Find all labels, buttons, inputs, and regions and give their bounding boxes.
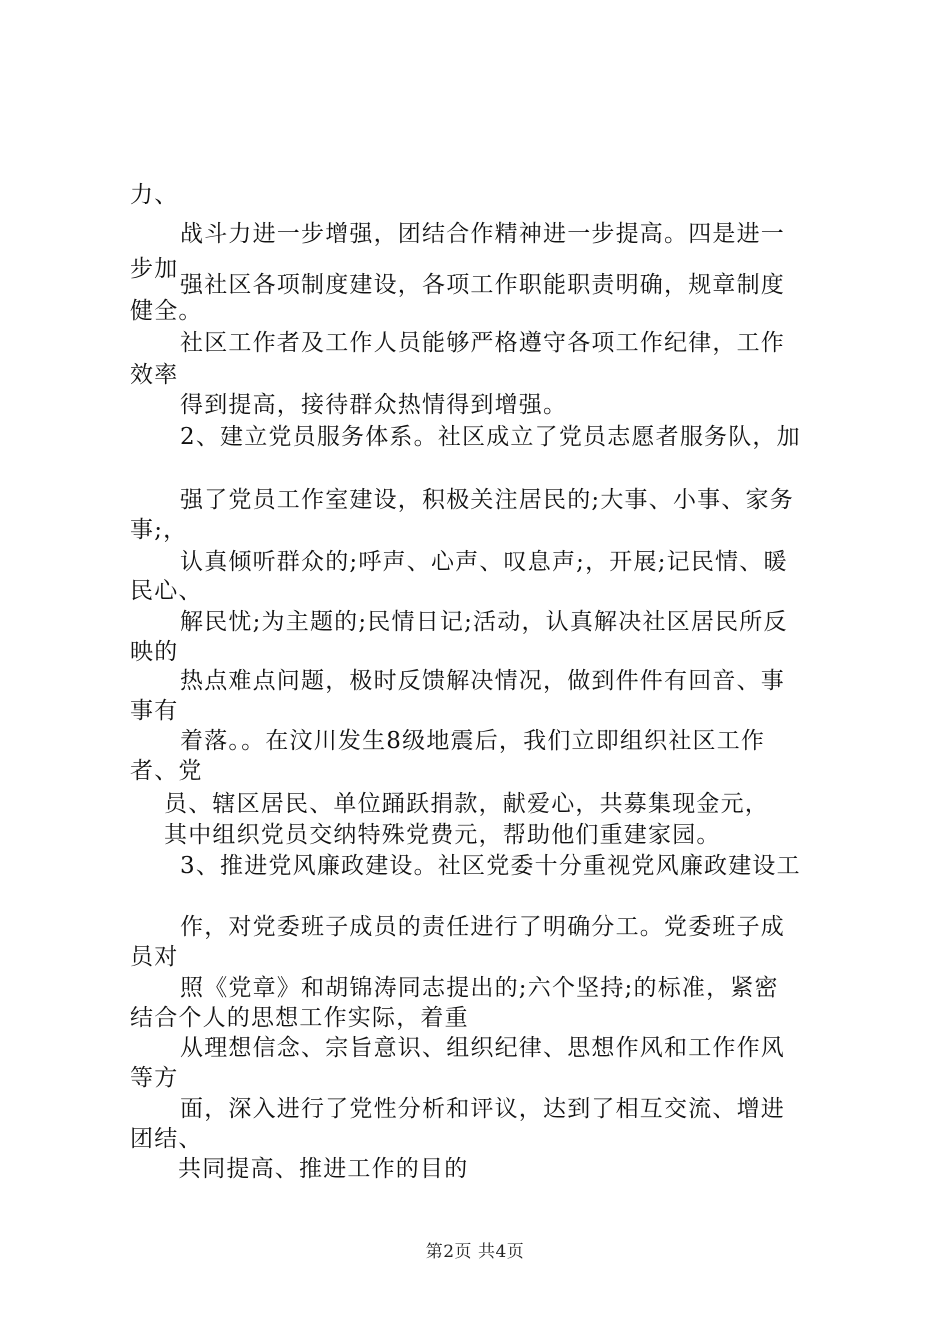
text-line-2: 战斗力进一步增强，团结合作精神进一步提高。四是进一	[180, 221, 785, 247]
text-line-7: 效率	[130, 362, 179, 388]
text-line-25: 照《党章》和胡锦涛同志提出的;六个坚持;的标准，紧密	[180, 975, 779, 1001]
text-line-6: 社区工作者及工作人员能够严格遵守各项工作纪律，工作	[180, 330, 785, 356]
text-line-29: 面，深入进行了党性分析和评议，达到了相互交流、增进	[180, 1096, 785, 1122]
text-line-15: 映的	[130, 639, 179, 665]
text-line-24: 员对	[130, 944, 179, 970]
text-line-11: 事;，	[130, 517, 188, 543]
text-line-20: 员、辖区居民、单位踊跃捐款，献爱心，共募集现金元，	[164, 791, 769, 817]
text-line-18: 着落。。在汶川发生8级地震后，我们立即组织社区工作	[180, 728, 766, 754]
text-line-30: 团结、	[130, 1126, 203, 1152]
text-line-21: 其中组织党员交纳特殊党费元，帮助他们重建家园。	[164, 822, 721, 848]
text-line-27: 从理想信念、宗旨意识、组织纪律、思想作风和工作作风	[180, 1035, 785, 1061]
text-line-13: 民心、	[130, 578, 203, 604]
text-line-31: 共同提高、推进工作的目的	[178, 1156, 469, 1182]
text-line-4: 强社区各项制度建设，各项工作职能职责明确，规章制度	[180, 272, 785, 298]
text-line-19: 者、党	[130, 758, 203, 784]
text-line-5: 健全。	[130, 298, 203, 324]
text-line-1: 力、	[130, 182, 179, 208]
text-line-9: 2、建立党员服务体系。社区成立了党员志愿者服务队，加	[180, 424, 801, 450]
text-line-10: 强了党员工作室建设，积极关注居民的;大事、小事、家务	[180, 487, 794, 513]
text-line-16: 热点难点问题，极时反馈解决情况，做到件件有回音、事	[180, 668, 785, 694]
text-line-8: 得到提高，接待群众热情得到增强。	[180, 392, 568, 418]
text-line-22: 3、推进党风廉政建设。社区党委十分重视党风廉政建设工	[180, 853, 801, 879]
page-number-footer: 第2页 共4页	[425, 1242, 525, 1262]
text-line-28: 等方	[130, 1065, 179, 1091]
text-line-3: 步加	[130, 256, 179, 282]
text-line-23: 作，对党委班子成员的责任进行了明确分工。党委班子成	[180, 914, 785, 940]
text-line-14: 解民忧;为主题的;民情日记;活动，认真解决社区居民所反	[180, 609, 788, 635]
text-line-26: 结合个人的思想工作实际，着重	[130, 1005, 469, 1031]
text-line-12: 认真倾听群众的;呼声、心声、叹息声;，开展;记民情、暖	[180, 549, 788, 575]
text-line-17: 事有	[130, 698, 179, 724]
